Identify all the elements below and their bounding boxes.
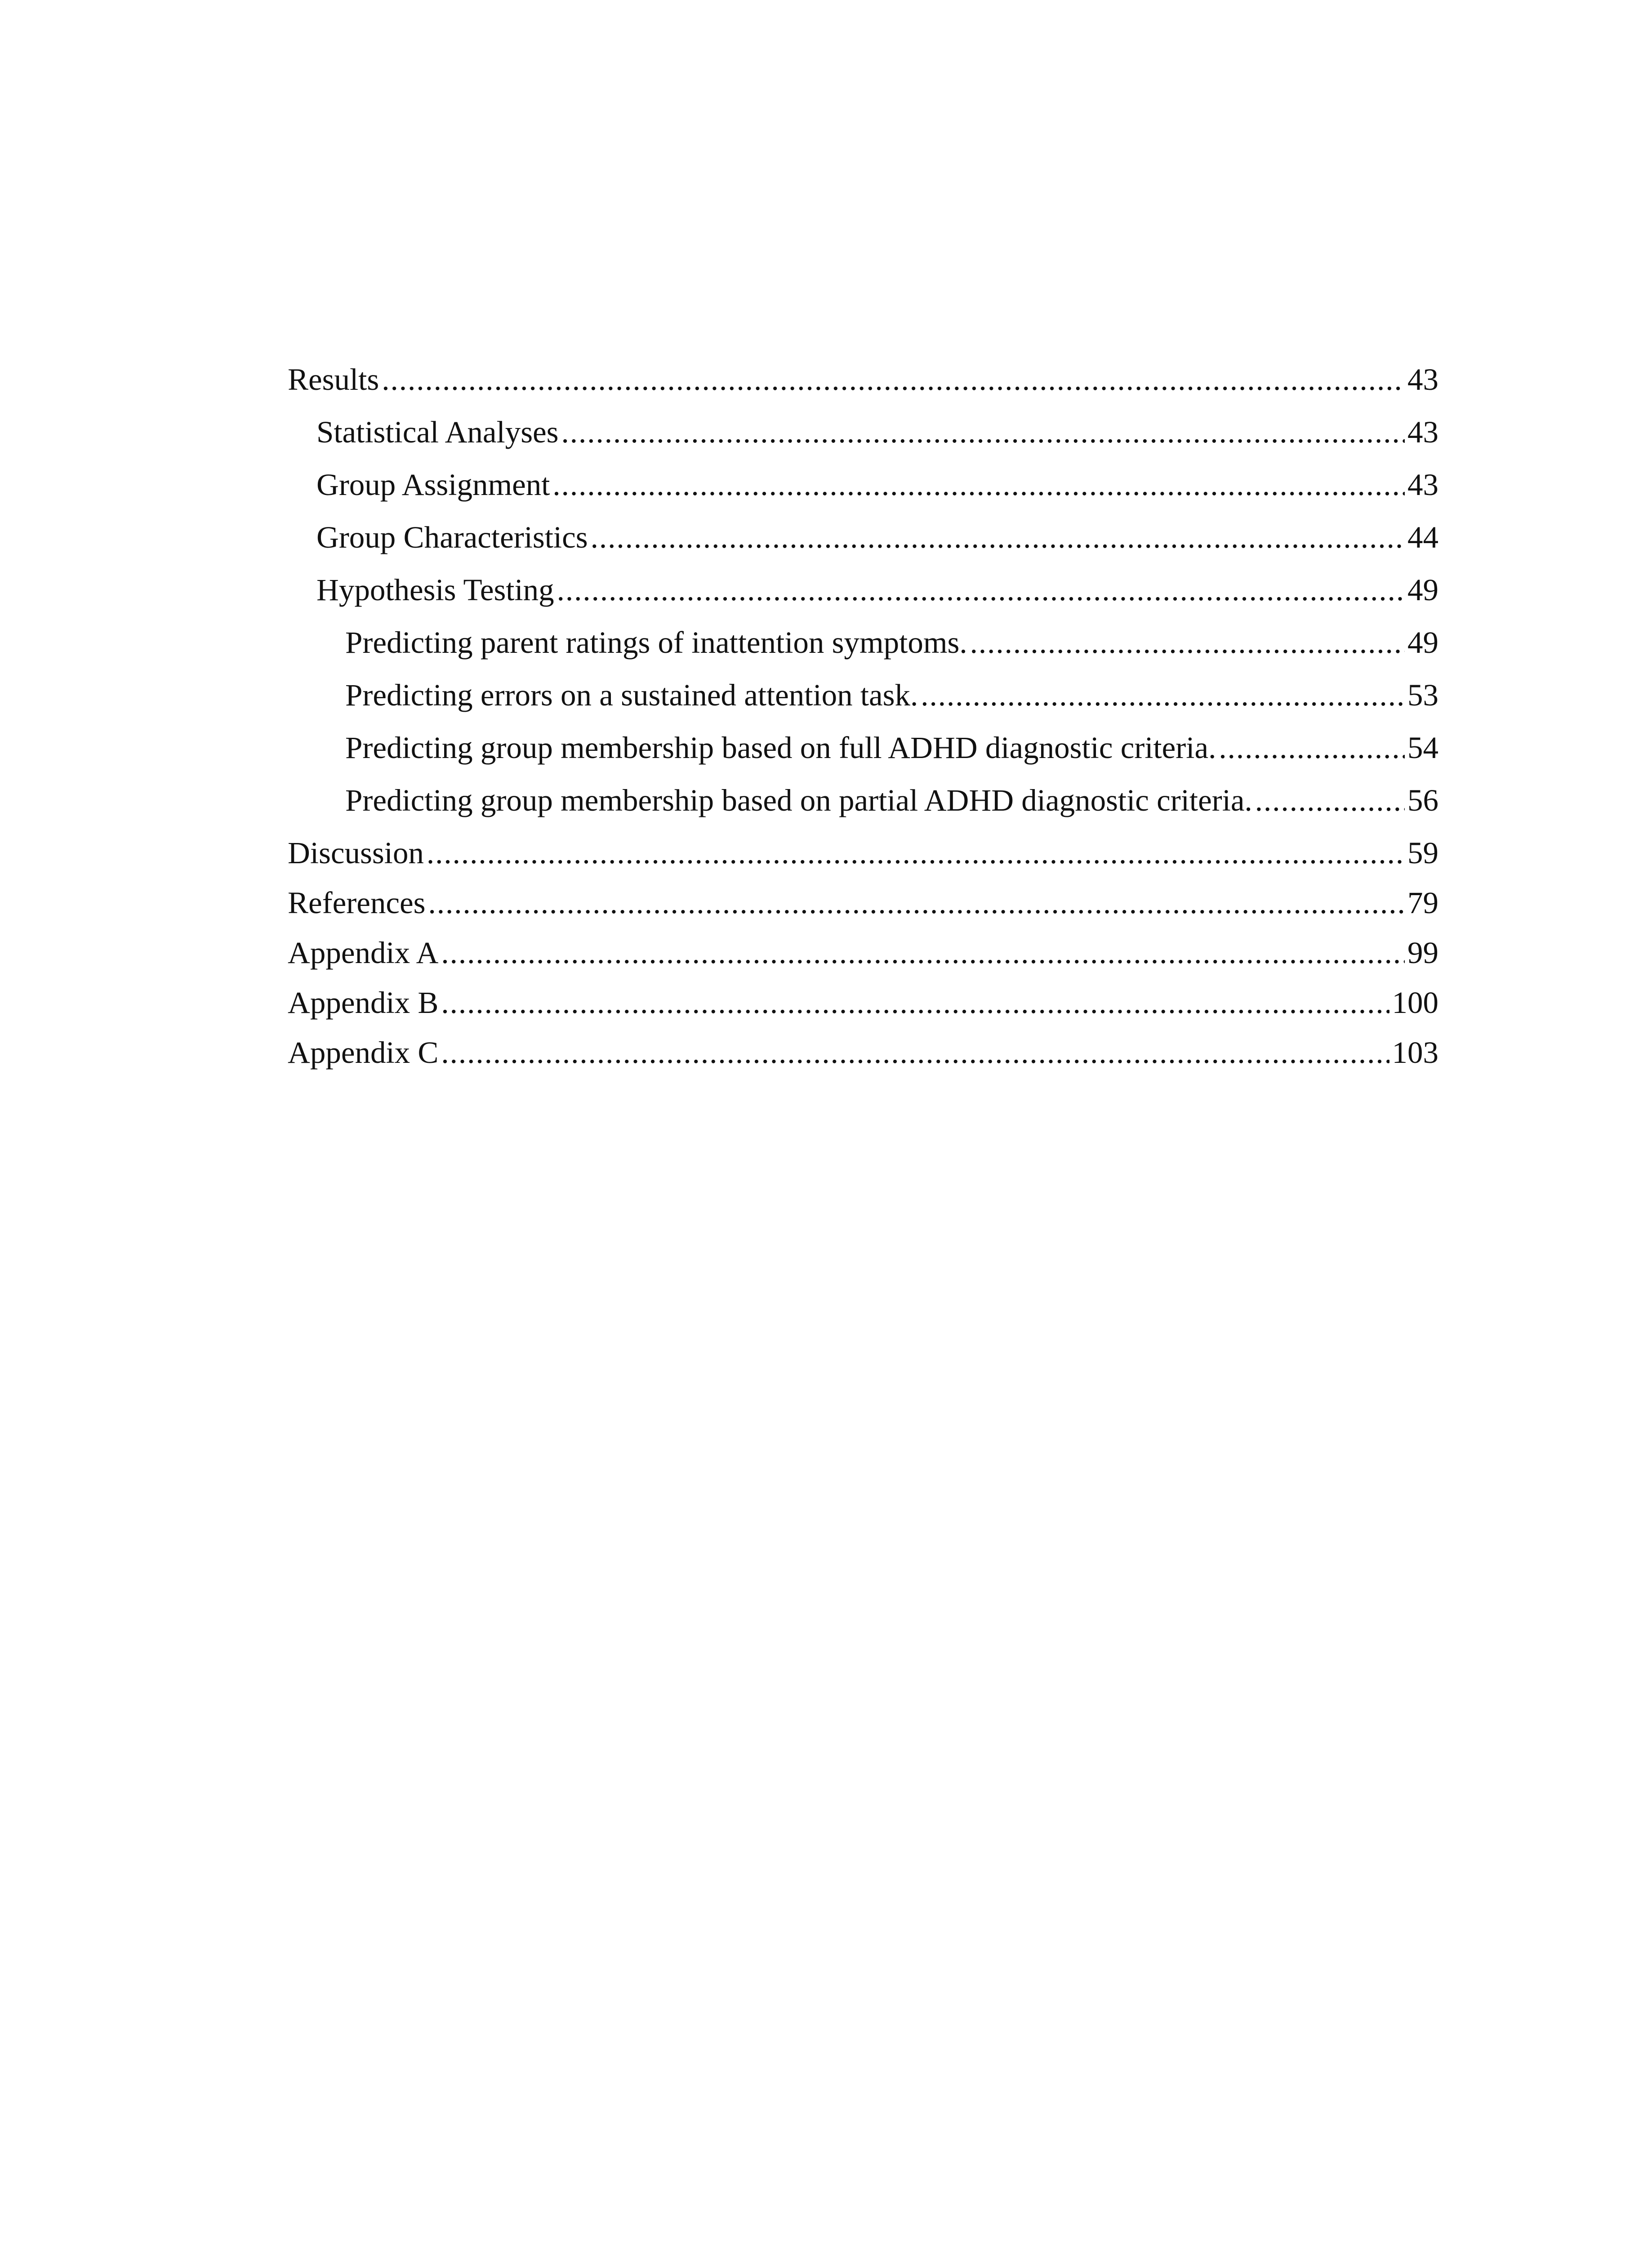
toc-entry-predicting-partial-adhd[interactable]	[288, 783, 1438, 835]
toc-page-number: 43	[1407, 362, 1438, 397]
toc-entry-group-assignment[interactable]	[288, 467, 1438, 520]
toc-dot-leader	[428, 885, 1405, 921]
toc-entry-title: Predicting parent ratings of inattention symptoms.	[345, 625, 967, 660]
toc-page-number: 100	[1392, 986, 1438, 1020]
toc-entry-title: Predicting group membership based on partial ADHD diagnostic criteria.	[345, 783, 1252, 817]
toc-page-number: 43	[1407, 468, 1438, 502]
toc-entry-appendix-b[interactable]	[288, 985, 1438, 1035]
toc-entry-predicting-full-adhd[interactable]	[288, 730, 1438, 783]
toc-entry-title: Results	[288, 362, 379, 397]
toc-dot-leader	[441, 985, 1389, 1021]
toc-dot-leader	[557, 572, 1405, 608]
toc-entry-statistical-analyses[interactable]	[288, 415, 1438, 467]
toc-entry-hypothesis-testing[interactable]	[288, 572, 1438, 625]
toc-dot-leader	[921, 678, 1405, 713]
toc-entry-appendix-a[interactable]	[288, 935, 1438, 985]
table-of-contents	[288, 362, 1438, 1085]
toc-dot-leader	[382, 362, 1405, 397]
toc-entry-predicting-parent-ratings[interactable]	[288, 625, 1438, 678]
toc-entry-title: Statistical Analyses	[316, 415, 559, 449]
toc-page-number: 53	[1407, 678, 1438, 712]
toc-entry-discussion[interactable]	[288, 835, 1438, 885]
toc-dot-leader	[552, 467, 1405, 503]
toc-page-number: 54	[1407, 731, 1438, 765]
toc-page-number: 103	[1392, 1035, 1438, 1070]
toc-dot-leader	[441, 935, 1405, 971]
toc-entry-title: References	[288, 886, 426, 920]
toc-page-number: 44	[1407, 520, 1438, 554]
toc-entry-title: Appendix C	[288, 1035, 439, 1070]
toc-page-number: 43	[1407, 415, 1438, 449]
toc-entry-title: Predicting group membership based on full ADHD diagnostic criteria.	[345, 731, 1216, 765]
toc-entry-title: Group Assignment	[316, 468, 550, 502]
toc-page-number: 49	[1407, 625, 1438, 660]
toc-entry-title: Appendix A	[288, 936, 439, 970]
toc-entry-references[interactable]	[288, 885, 1438, 935]
toc-entry-title: Appendix B	[288, 986, 439, 1020]
toc-dot-leader	[1219, 730, 1405, 766]
toc-entry-predicting-errors[interactable]	[288, 678, 1438, 730]
toc-entry-title: Hypothesis Testing	[316, 573, 554, 607]
toc-page-number: 56	[1407, 783, 1438, 817]
toc-dot-leader	[441, 1035, 1389, 1070]
toc-page-number: 99	[1407, 936, 1438, 970]
toc-dot-leader	[427, 835, 1405, 871]
toc-entry-title: Predicting errors on a sustained attention task.	[345, 678, 918, 712]
toc-page-number: 49	[1407, 573, 1438, 607]
toc-dot-leader	[561, 415, 1405, 450]
toc-page-number: 79	[1407, 886, 1438, 920]
toc-entry-group-characteristics[interactable]	[288, 520, 1438, 572]
toc-entry-title: Group Characteristics	[316, 520, 588, 554]
toc-page-number: 59	[1407, 836, 1438, 870]
toc-entry-title: Discussion	[288, 836, 424, 870]
toc-dot-leader	[591, 520, 1405, 555]
toc-entry-appendix-c[interactable]	[288, 1035, 1438, 1085]
toc-dot-leader	[970, 625, 1405, 660]
toc-dot-leader	[1255, 783, 1405, 818]
toc-entry-results[interactable]	[288, 362, 1438, 415]
